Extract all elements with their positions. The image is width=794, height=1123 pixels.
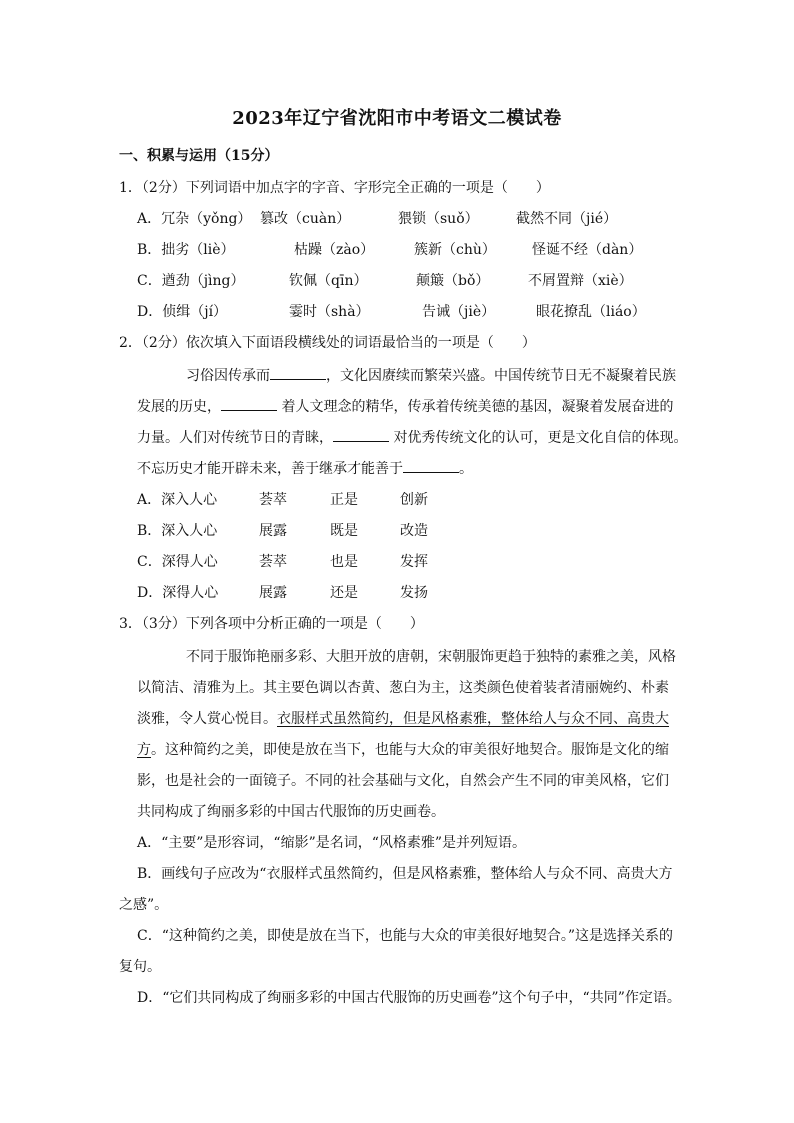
option-cell: 簇新（chù） xyxy=(414,242,496,258)
option-cell: 改造 xyxy=(400,523,428,539)
passage-text: 淡雅，令人赏心悦目。 xyxy=(137,711,277,727)
option-cell: 也是 xyxy=(330,554,358,570)
passage-text: 习俗因传承而 xyxy=(186,368,270,384)
option-cell: A．冗杂（yǒng） xyxy=(137,211,252,227)
question-3-option-d[interactable]: D．“它们共同构成了绚丽多彩的中国古代服饰的历史画卷”这个句子中，“共同”作定语。 xyxy=(137,990,681,1006)
passage-line xyxy=(137,708,669,728)
question-3-option-a[interactable]: A．“主要”是形容词，“缩影”是名词，“风格素雅”是并列短语。 xyxy=(137,835,527,851)
option-cell: 颠簸（bǒ） xyxy=(416,273,490,289)
passage-text: 着人文理念的精华，传承着传统美德的基因，凝聚着发展奋进的 xyxy=(277,399,674,415)
passage-text: 发展的历史， xyxy=(137,399,221,415)
fill-blank[interactable] xyxy=(270,367,326,380)
option-cell: 猥锁（suǒ） xyxy=(398,211,479,227)
passage-text: 不忘历史才能开辟未来，善于继承才能善于 xyxy=(137,461,403,477)
option-cell: 眼花撩乱（liáo） xyxy=(536,304,646,320)
passage-line xyxy=(137,458,473,478)
option-continuation: 之感”。 xyxy=(119,897,169,913)
question-3-option-c[interactable]: C．“这种简约之美，即使是放在当下，也能与大众的审美很好地契合。”这是选择关系的 xyxy=(137,928,674,944)
option-continuation: 复句。 xyxy=(119,959,161,975)
option-cell: 荟萃 xyxy=(259,492,287,508)
passage-line xyxy=(137,427,687,447)
underlined-sentence: 衣服样式虽然简约，但是风格素雅，整体给人与众不同、高贵大 xyxy=(277,711,669,727)
passage-line: 共同构成了绚丽多彩的中国古代服饰的历史画卷。 xyxy=(137,804,445,820)
option-cell: D．侦缉（jí） xyxy=(137,304,228,320)
fill-blank[interactable] xyxy=(333,429,389,442)
passage-line: 影，也是社会的一面镜子。不同的社会基础与文化，自然会产生不同的审美风格，它们 xyxy=(137,773,669,789)
option-cell: 荟萃 xyxy=(259,554,287,570)
option-cell: 创新 xyxy=(400,492,428,508)
option-cell: 篡改（cuàn） xyxy=(260,211,351,227)
option-cell: D．深得人心 xyxy=(137,585,219,601)
passage-text: 力量。人们对传统节日的青睐， xyxy=(137,430,333,446)
passage-text: 。这种简约之美，即使是放在当下，也能与大众的审美很好地契合。服饰是文化的缩 xyxy=(151,742,669,758)
option-cell: 还是 xyxy=(330,585,358,601)
question-3-stem: 3．（3分）下列各项中分析正确的一项是（ ） xyxy=(119,616,424,632)
passage-line: 以简洁、清雅为上。其主要色调以杏黄、葱白为主，这类颜色使着装者清丽婉约、朴素 xyxy=(137,680,669,696)
option-cell: A．深入人心 xyxy=(137,492,218,508)
option-cell: C．遒劲（jìng） xyxy=(137,273,245,289)
option-cell: 正是 xyxy=(330,492,358,508)
option-cell: 枯躁（zào） xyxy=(294,242,375,258)
option-cell: 发扬 xyxy=(400,585,428,601)
option-cell: B．拙劣（liè） xyxy=(137,242,235,258)
option-cell: 怪诞不经（dàn） xyxy=(532,242,643,258)
underlined-sentence: 方 xyxy=(137,742,151,758)
passage-text: ，文化因赓续而繁荣兴盛。中国传统节日无不凝聚着民族 xyxy=(326,368,676,384)
option-cell: 既是 xyxy=(330,523,358,539)
passage-line xyxy=(137,739,669,759)
fill-blank[interactable] xyxy=(221,398,277,411)
section-heading: 一、积累与运用（15分） xyxy=(119,148,279,164)
option-cell: 霎时（shà） xyxy=(289,304,370,320)
option-cell: B．深入人心 xyxy=(137,523,218,539)
option-cell: 发挥 xyxy=(400,554,428,570)
option-cell: 告诫（jiè） xyxy=(422,304,496,320)
option-cell: 展露 xyxy=(259,585,287,601)
option-cell: 截然不同（jié） xyxy=(516,211,618,227)
passage-text: 。 xyxy=(459,461,473,477)
option-cell: 不屑置辩（xiè） xyxy=(528,273,633,289)
question-3-option-b[interactable]: B．画线句子应改为“衣服样式虽然简约，但是风格素雅，整体给人与众不同、高贵大方 xyxy=(137,866,673,882)
option-cell: 展露 xyxy=(259,523,287,539)
question-2-stem: 2．（2分）依次填入下面语段横线处的词语最恰当的一项是（ ） xyxy=(119,335,536,351)
passage-line: 不同于服饰艳丽多彩、大胆开放的唐朝，宋朝服饰更趋于独特的素雅之美，风格 xyxy=(186,649,676,665)
passage-line xyxy=(186,365,676,385)
fill-blank[interactable] xyxy=(403,460,459,473)
passage-line xyxy=(137,396,673,416)
page-title: 2023年辽宁省沈阳市中考语文二模试卷 xyxy=(232,108,562,129)
option-cell: 钦佩（qīn） xyxy=(289,273,368,289)
question-1-stem: 1．（2分）下列词语中加点字的字音、字形完全正确的一项是（ ） xyxy=(119,180,550,196)
option-cell: C．深得人心 xyxy=(137,554,218,570)
passage-text: 对优秀传统文化的认可，更是文化自信的体现。 xyxy=(389,430,688,446)
